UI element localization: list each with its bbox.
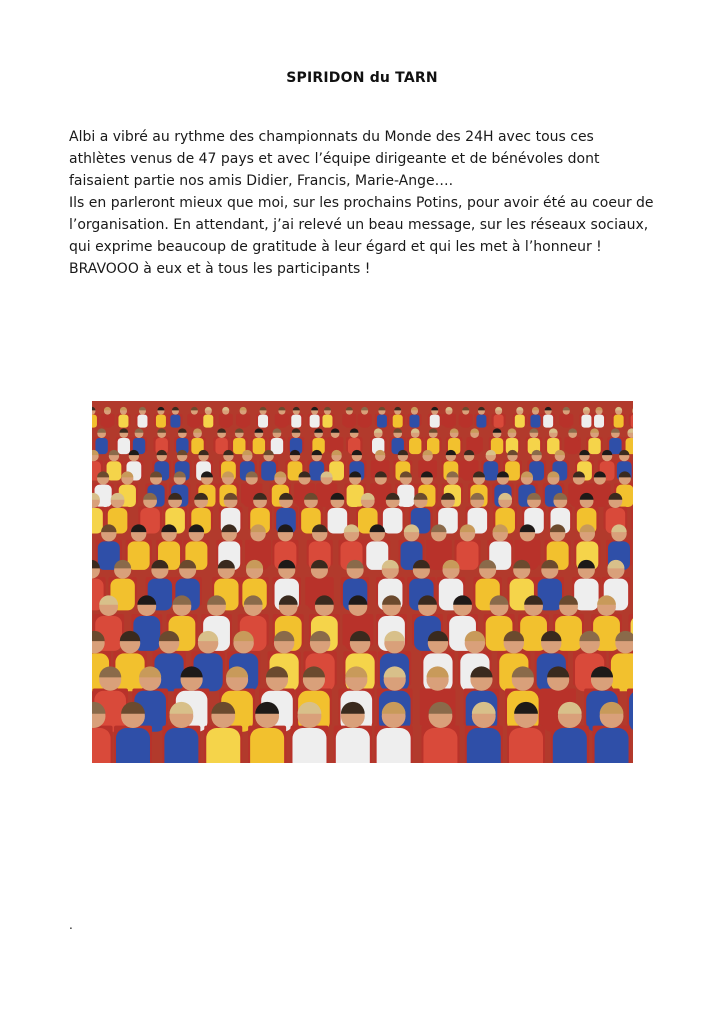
spectator-body (291, 415, 301, 428)
spectator-body (611, 653, 633, 691)
body-text (69, 126, 654, 280)
spectator-body (543, 415, 553, 428)
spectator-body (423, 728, 457, 763)
spectator-body (344, 415, 354, 428)
spectator-body (409, 415, 419, 428)
spectator-body (221, 415, 231, 428)
spectator-body (591, 485, 608, 507)
spectator-body (137, 415, 147, 428)
spectator-body (310, 415, 320, 428)
spectator-body (128, 541, 150, 570)
spectator-body (476, 415, 486, 428)
spectator-body (430, 415, 440, 428)
spectator-body (377, 415, 387, 428)
spectator-body (253, 438, 265, 454)
spectator-body (594, 415, 604, 428)
spectator-body (250, 728, 284, 763)
spectator-body (322, 415, 332, 428)
spectator-body (588, 438, 600, 454)
paragraph-1: Albi a vibré au rythme des championnats du Monde des 24H avec tous ces athlètes venus de 47 pays et avec l’équipe dirigeante et de bénévoles dont faisaient partie nos amis Didier, Francis, Marie-Ange…. (69, 129, 600, 189)
spectator-body (116, 728, 150, 763)
spectator-body (383, 508, 403, 533)
page-title: SPIRIDON du TARN (286, 70, 438, 86)
spectator-body (467, 728, 501, 763)
spectator-body (118, 415, 128, 428)
crowd-photo (92, 401, 633, 763)
seat (631, 507, 633, 530)
spectator-body (258, 415, 268, 428)
spectator-body (377, 728, 411, 763)
spectator-body (203, 415, 213, 428)
spectator-body (336, 728, 370, 763)
spectator-body (629, 691, 633, 732)
spectator-body (261, 461, 276, 480)
spectator-body (164, 728, 198, 763)
spectator-body (393, 415, 403, 428)
spectator-body (102, 415, 112, 428)
paragraph-3: BRAVOOO à eux et à tous les participants ! (69, 261, 371, 277)
spectator-body (347, 485, 364, 507)
spectator-body (360, 415, 370, 428)
paragraph-2: Ils en parleront mieux que moi, sur les prochains Potins, pour avoir été au coeur de l’organisation. En attendant, j’ai relevé un beau message, sur les réseaux sociaux, qui exprime beaucoup de gratitude à leur égard et qui les met à l’honneur ! (69, 195, 654, 255)
spectator-body (494, 415, 504, 428)
spectator-body (206, 728, 240, 763)
spectator-body (156, 415, 166, 428)
spectator-body (444, 415, 454, 428)
spectator-body (553, 728, 587, 763)
spectator-body (92, 508, 103, 533)
spectator-body (530, 415, 540, 428)
spectator-body (509, 728, 543, 763)
spectator-body (118, 438, 130, 454)
spectator-body (483, 461, 498, 480)
spectator-body (457, 541, 479, 570)
spectator-body (92, 415, 97, 428)
footnote: . (69, 918, 73, 932)
spectator-body (170, 415, 180, 428)
spectator-body (409, 438, 421, 454)
spectator-body (277, 415, 287, 428)
spectator-body (566, 438, 578, 454)
spectator-body (614, 415, 624, 428)
spectator-body (631, 415, 633, 428)
crowd-illustration (92, 401, 633, 763)
spectator-body (515, 415, 525, 428)
spectator-body (561, 415, 571, 428)
spectator-body (397, 485, 414, 507)
spectator-body (189, 415, 199, 428)
spectator-body (92, 728, 111, 763)
spectator-body (271, 438, 283, 454)
spectator-body (238, 415, 248, 428)
spectator-body (581, 415, 591, 428)
spectator-body (292, 728, 326, 763)
spectator-body (595, 728, 629, 763)
spectator-body (461, 415, 471, 428)
spectator-body (609, 438, 621, 454)
